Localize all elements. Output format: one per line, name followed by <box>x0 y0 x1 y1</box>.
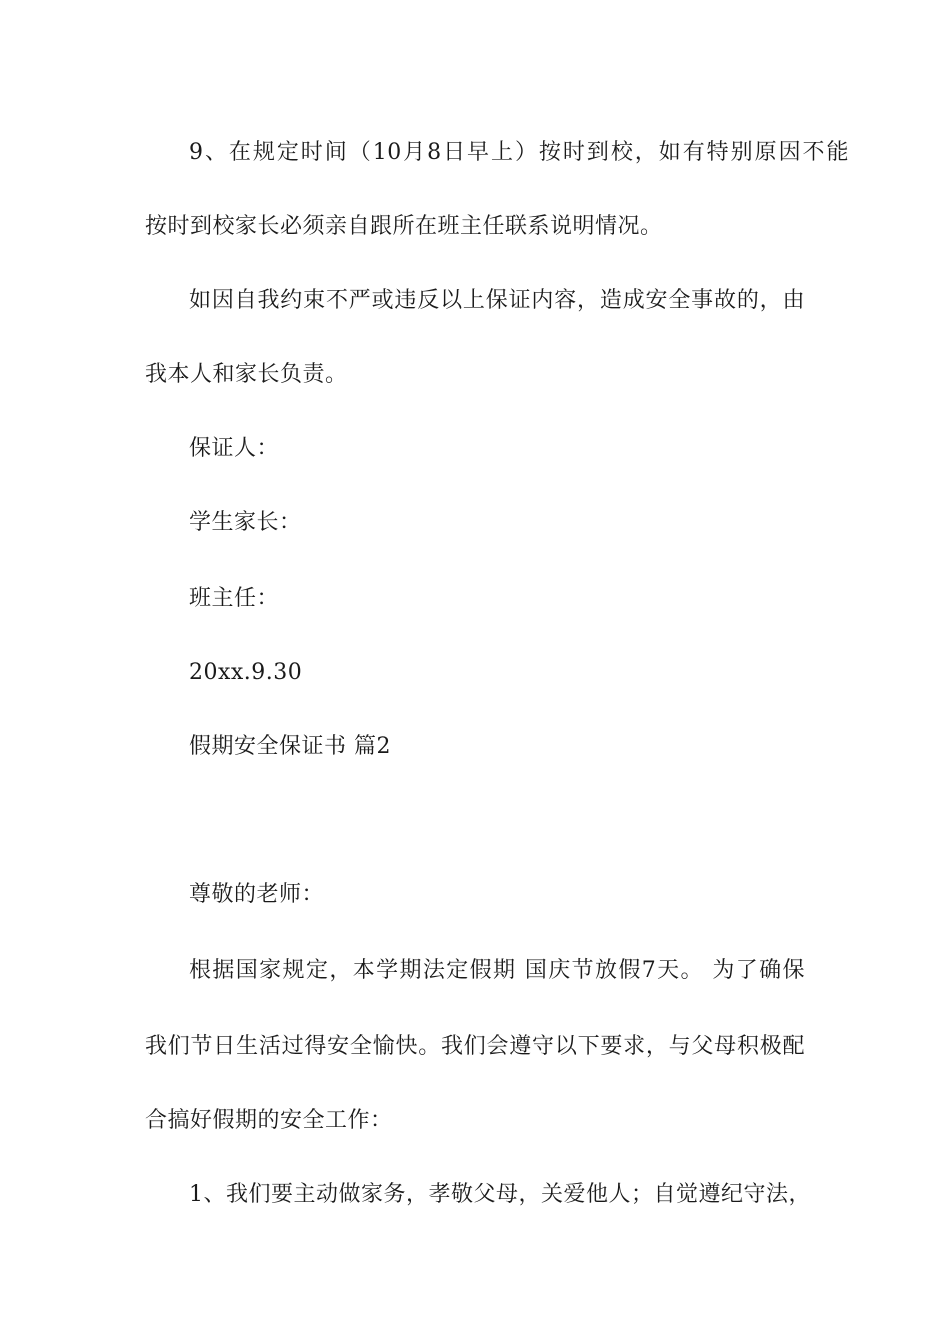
paragraph-line: 9、在规定时间（10月8日早上）按时到校，如有特别原因不能 <box>189 140 849 165</box>
paragraph-line: 按时到校家长必须亲自跟所在班主任联系说明情况。 <box>145 214 663 239</box>
paragraph-line: 根据国家规定，本学期法定假期 国庆节放假7天。 为了确保 <box>189 958 805 983</box>
signature-guarantor-label: 保证人： <box>189 436 280 461</box>
paragraph-line: 1、我们要主动做家务，孝敬父母，关爱他人；自觉遵纪守法， <box>189 1182 811 1207</box>
signature-parent-label: 学生家长： <box>189 510 302 535</box>
paragraph-line: 如因自我约束不严或违反以上保证内容，造成安全事故的，由 <box>189 288 805 313</box>
salutation: 尊敬的老师： <box>189 882 325 907</box>
paragraph-line: 我本人和家长负责。 <box>145 362 348 387</box>
paragraph-line: 我们节日生活过得安全愉快。我们会遵守以下要求，与父母积极配 <box>145 1034 805 1059</box>
date-text: 20xx.9.30 <box>189 660 303 685</box>
paragraph-line: 合搞好假期的安全工作： <box>145 1108 393 1133</box>
signature-teacher-label: 班主任： <box>189 586 280 611</box>
section-heading: 假期安全保证书 篇2 <box>189 734 391 759</box>
